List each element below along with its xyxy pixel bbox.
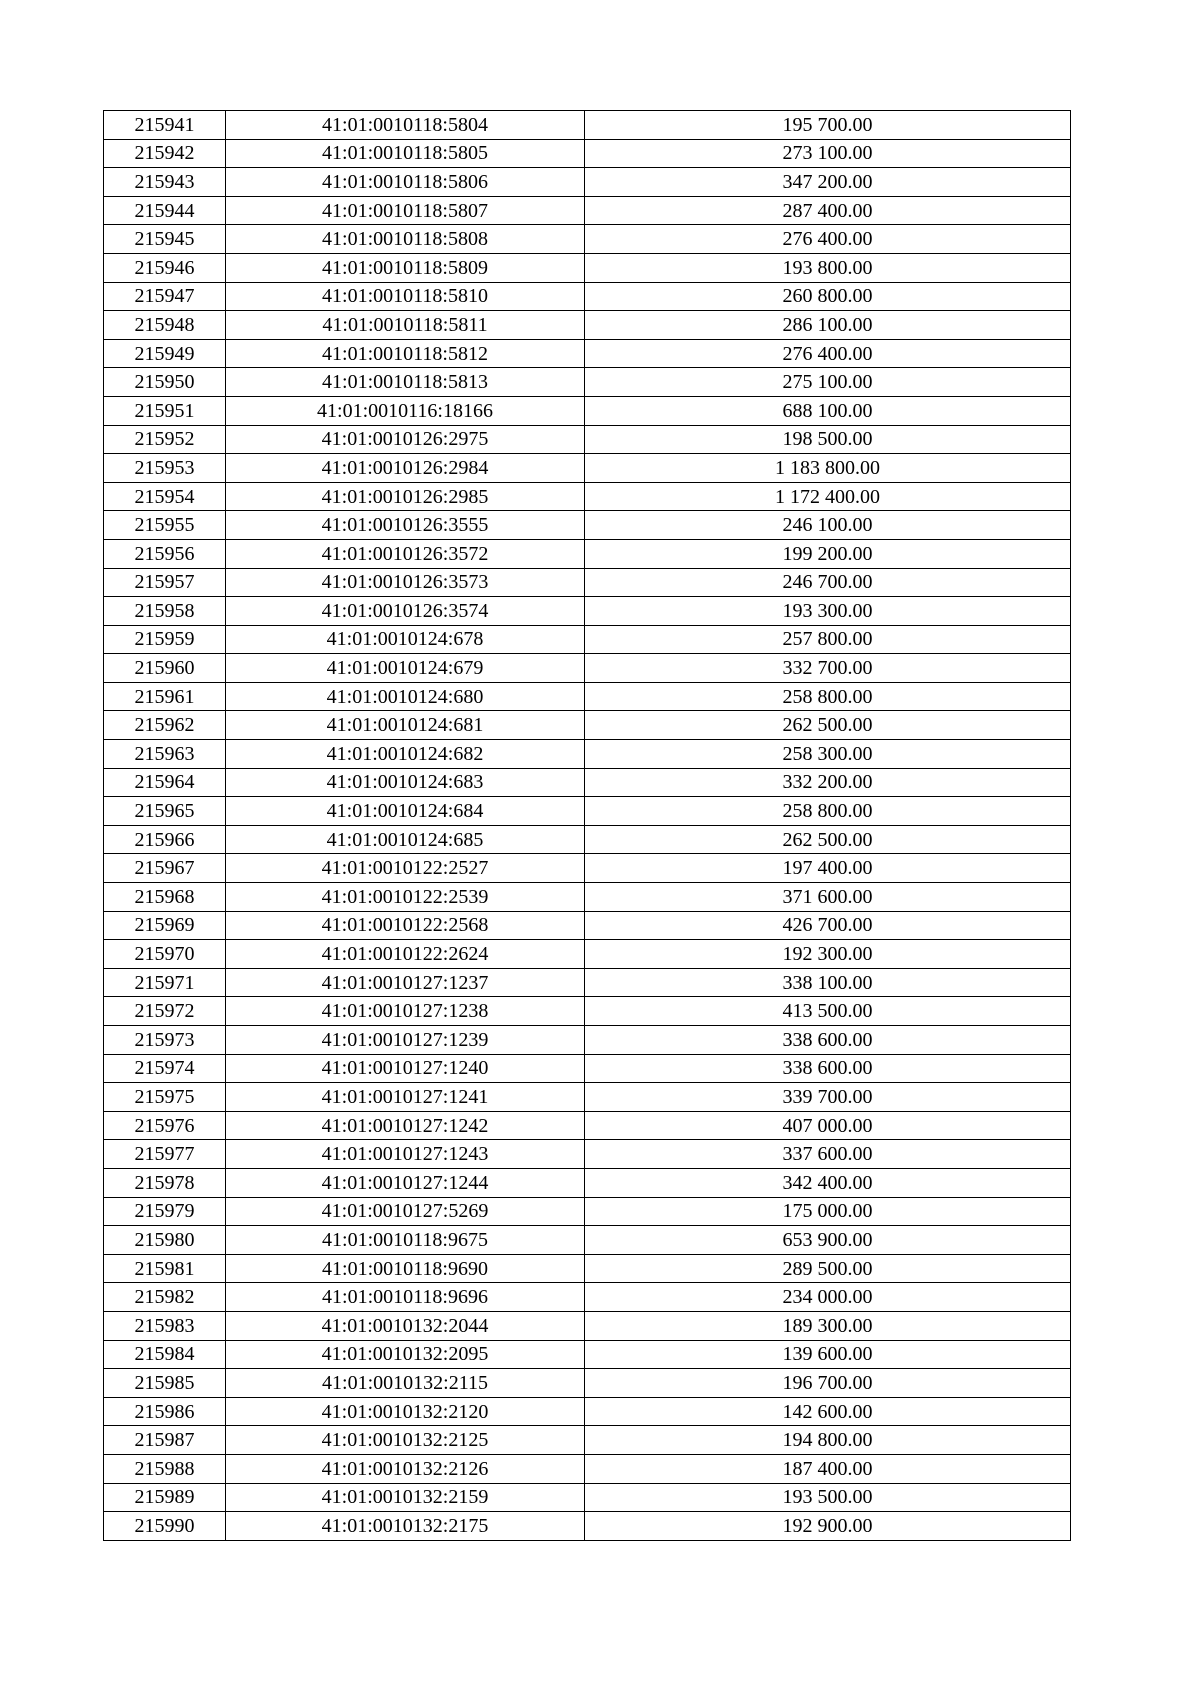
cadastral-value-cell: 262 500.00 xyxy=(585,825,1071,854)
table-row xyxy=(104,1483,1071,1512)
table-row xyxy=(104,825,1071,854)
cadastral-number-cell: 41:01:0010126:3555 xyxy=(226,511,585,540)
cadastral-value-cell: 339 700.00 xyxy=(585,1083,1071,1112)
table-row xyxy=(104,1397,1071,1426)
cadastral-value-table xyxy=(103,110,1071,1541)
table-body xyxy=(104,111,1071,1541)
cadastral-value-cell: 175 000.00 xyxy=(585,1197,1071,1226)
cadastral-value-cell: 338 600.00 xyxy=(585,1026,1071,1055)
row-number-cell: 215979 xyxy=(104,1197,226,1226)
table-row xyxy=(104,597,1071,626)
table-row xyxy=(104,539,1071,568)
table-row xyxy=(104,111,1071,140)
table-row xyxy=(104,854,1071,883)
row-number-cell: 215966 xyxy=(104,825,226,854)
row-number-cell: 215962 xyxy=(104,711,226,740)
cadastral-number-cell: 41:01:0010126:2975 xyxy=(226,425,585,454)
table-row xyxy=(104,940,1071,969)
table-row xyxy=(104,997,1071,1026)
cadastral-value-cell: 260 800.00 xyxy=(585,282,1071,311)
row-number-cell: 215959 xyxy=(104,625,226,654)
cadastral-value-cell: 273 100.00 xyxy=(585,139,1071,168)
row-number-cell: 215972 xyxy=(104,997,226,1026)
cadastral-value-cell: 653 900.00 xyxy=(585,1226,1071,1255)
cadastral-value-cell: 276 400.00 xyxy=(585,339,1071,368)
cadastral-number-cell: 41:01:0010118:9675 xyxy=(226,1226,585,1255)
row-number-cell: 215968 xyxy=(104,883,226,912)
cadastral-value-cell: 139 600.00 xyxy=(585,1340,1071,1369)
cadastral-value-cell: 197 400.00 xyxy=(585,854,1071,883)
table-row xyxy=(104,1140,1071,1169)
table-row xyxy=(104,740,1071,769)
row-number-cell: 215985 xyxy=(104,1369,226,1398)
cadastral-number-cell: 41:01:0010132:2175 xyxy=(226,1512,585,1541)
cadastral-value-cell: 199 200.00 xyxy=(585,539,1071,568)
row-number-cell: 215969 xyxy=(104,911,226,940)
cadastral-value-cell: 287 400.00 xyxy=(585,196,1071,225)
table-row xyxy=(104,368,1071,397)
row-number-cell: 215946 xyxy=(104,253,226,282)
row-number-cell: 215967 xyxy=(104,854,226,883)
cadastral-value-cell: 332 200.00 xyxy=(585,768,1071,797)
row-number-cell: 215957 xyxy=(104,568,226,597)
table-row xyxy=(104,1369,1071,1398)
table-row xyxy=(104,1197,1071,1226)
cadastral-value-cell: 198 500.00 xyxy=(585,425,1071,454)
row-number-cell: 215973 xyxy=(104,1026,226,1055)
cadastral-number-cell: 41:01:0010127:1239 xyxy=(226,1026,585,1055)
row-number-cell: 215952 xyxy=(104,425,226,454)
table-row xyxy=(104,282,1071,311)
cadastral-number-cell: 41:01:0010126:3574 xyxy=(226,597,585,626)
cadastral-value-cell: 286 100.00 xyxy=(585,311,1071,340)
cadastral-number-cell: 41:01:0010126:2984 xyxy=(226,454,585,483)
cadastral-value-cell: 275 100.00 xyxy=(585,368,1071,397)
cadastral-number-cell: 41:01:0010127:1244 xyxy=(226,1168,585,1197)
cadastral-value-cell: 337 600.00 xyxy=(585,1140,1071,1169)
table-row xyxy=(104,1283,1071,1312)
cadastral-number-cell: 41:01:0010118:5807 xyxy=(226,196,585,225)
row-number-cell: 215948 xyxy=(104,311,226,340)
table-row xyxy=(104,511,1071,540)
cadastral-value-cell: 187 400.00 xyxy=(585,1454,1071,1483)
table-row xyxy=(104,1311,1071,1340)
cadastral-number-cell: 41:01:0010127:1238 xyxy=(226,997,585,1026)
cadastral-value-cell: 426 700.00 xyxy=(585,911,1071,940)
cadastral-number-cell: 41:01:0010127:1241 xyxy=(226,1083,585,1112)
cadastral-value-cell: 688 100.00 xyxy=(585,396,1071,425)
table-row xyxy=(104,711,1071,740)
cadastral-number-cell: 41:01:0010124:685 xyxy=(226,825,585,854)
row-number-cell: 215983 xyxy=(104,1311,226,1340)
table-row xyxy=(104,425,1071,454)
cadastral-number-cell: 41:01:0010124:678 xyxy=(226,625,585,654)
row-number-cell: 215981 xyxy=(104,1254,226,1283)
cadastral-number-cell: 41:01:0010118:5813 xyxy=(226,368,585,397)
row-number-cell: 215963 xyxy=(104,740,226,769)
cadastral-value-cell: 413 500.00 xyxy=(585,997,1071,1026)
table-row xyxy=(104,1026,1071,1055)
table-row xyxy=(104,1254,1071,1283)
cadastral-number-cell: 41:01:0010118:5804 xyxy=(226,111,585,140)
table-row xyxy=(104,968,1071,997)
table-row xyxy=(104,253,1071,282)
table-row xyxy=(104,311,1071,340)
cadastral-number-cell: 41:01:0010124:680 xyxy=(226,682,585,711)
table-row xyxy=(104,654,1071,683)
cadastral-number-cell: 41:01:0010132:2115 xyxy=(226,1369,585,1398)
cadastral-value-cell: 338 600.00 xyxy=(585,1054,1071,1083)
table-row xyxy=(104,1512,1071,1541)
cadastral-number-cell: 41:01:0010118:5808 xyxy=(226,225,585,254)
cadastral-number-cell: 41:01:0010118:5805 xyxy=(226,139,585,168)
cadastral-number-cell: 41:01:0010118:9690 xyxy=(226,1254,585,1283)
table-row xyxy=(104,1340,1071,1369)
cadastral-number-cell: 41:01:0010124:681 xyxy=(226,711,585,740)
cadastral-number-cell: 41:01:0010122:2539 xyxy=(226,883,585,912)
cadastral-number-cell: 41:01:0010118:5806 xyxy=(226,168,585,197)
cadastral-value-cell: 193 800.00 xyxy=(585,253,1071,282)
row-number-cell: 215987 xyxy=(104,1426,226,1455)
cadastral-number-cell: 41:01:0010132:2095 xyxy=(226,1340,585,1369)
cadastral-value-cell: 407 000.00 xyxy=(585,1111,1071,1140)
cadastral-number-cell: 41:01:0010118:5812 xyxy=(226,339,585,368)
cadastral-number-cell: 41:01:0010122:2624 xyxy=(226,940,585,969)
cadastral-number-cell: 41:01:0010118:9696 xyxy=(226,1283,585,1312)
cadastral-number-cell: 41:01:0010126:2985 xyxy=(226,482,585,511)
table-row xyxy=(104,911,1071,940)
cadastral-number-cell: 41:01:0010127:1237 xyxy=(226,968,585,997)
cadastral-number-cell: 41:01:0010124:684 xyxy=(226,797,585,826)
cadastral-number-cell: 41:01:0010124:683 xyxy=(226,768,585,797)
table-row xyxy=(104,568,1071,597)
row-number-cell: 215976 xyxy=(104,1111,226,1140)
row-number-cell: 215977 xyxy=(104,1140,226,1169)
cadastral-value-cell: 195 700.00 xyxy=(585,111,1071,140)
row-number-cell: 215945 xyxy=(104,225,226,254)
row-number-cell: 215986 xyxy=(104,1397,226,1426)
row-number-cell: 215947 xyxy=(104,282,226,311)
cadastral-value-cell: 246 100.00 xyxy=(585,511,1071,540)
table-row xyxy=(104,1168,1071,1197)
table-row xyxy=(104,168,1071,197)
row-number-cell: 215961 xyxy=(104,682,226,711)
cadastral-value-cell: 342 400.00 xyxy=(585,1168,1071,1197)
cadastral-number-cell: 41:01:0010118:5809 xyxy=(226,253,585,282)
cadastral-value-cell: 193 500.00 xyxy=(585,1483,1071,1512)
row-number-cell: 215964 xyxy=(104,768,226,797)
table-row xyxy=(104,1083,1071,1112)
row-number-cell: 215978 xyxy=(104,1168,226,1197)
cadastral-value-cell: 258 300.00 xyxy=(585,740,1071,769)
row-number-cell: 215953 xyxy=(104,454,226,483)
cadastral-number-cell: 41:01:0010124:682 xyxy=(226,740,585,769)
row-number-cell: 215942 xyxy=(104,139,226,168)
table-row xyxy=(104,339,1071,368)
table-row xyxy=(104,768,1071,797)
row-number-cell: 215980 xyxy=(104,1226,226,1255)
cadastral-number-cell: 41:01:0010127:1242 xyxy=(226,1111,585,1140)
cadastral-value-cell: 371 600.00 xyxy=(585,883,1071,912)
row-number-cell: 215956 xyxy=(104,539,226,568)
row-number-cell: 215971 xyxy=(104,968,226,997)
cadastral-number-cell: 41:01:0010127:1243 xyxy=(226,1140,585,1169)
table-row xyxy=(104,1226,1071,1255)
row-number-cell: 215989 xyxy=(104,1483,226,1512)
row-number-cell: 215944 xyxy=(104,196,226,225)
cadastral-value-cell: 332 700.00 xyxy=(585,654,1071,683)
cadastral-value-cell: 196 700.00 xyxy=(585,1369,1071,1398)
cadastral-value-cell: 347 200.00 xyxy=(585,168,1071,197)
row-number-cell: 215949 xyxy=(104,339,226,368)
cadastral-number-cell: 41:01:0010124:679 xyxy=(226,654,585,683)
cadastral-value-cell: 246 700.00 xyxy=(585,568,1071,597)
cadastral-value-cell: 1 183 800.00 xyxy=(585,454,1071,483)
cadastral-number-cell: 41:01:0010116:18166 xyxy=(226,396,585,425)
table-row xyxy=(104,1454,1071,1483)
cadastral-value-cell: 258 800.00 xyxy=(585,797,1071,826)
table-row xyxy=(104,396,1071,425)
table-row xyxy=(104,139,1071,168)
table-row xyxy=(104,625,1071,654)
cadastral-number-cell: 41:01:0010132:2159 xyxy=(226,1483,585,1512)
cadastral-number-cell: 41:01:0010132:2126 xyxy=(226,1454,585,1483)
row-number-cell: 215965 xyxy=(104,797,226,826)
cadastral-number-cell: 41:01:0010126:3572 xyxy=(226,539,585,568)
cadastral-value-cell: 192 300.00 xyxy=(585,940,1071,969)
row-number-cell: 215970 xyxy=(104,940,226,969)
cadastral-number-cell: 41:01:0010132:2120 xyxy=(226,1397,585,1426)
table-row xyxy=(104,682,1071,711)
cadastral-value-cell: 338 100.00 xyxy=(585,968,1071,997)
cadastral-value-cell: 194 800.00 xyxy=(585,1426,1071,1455)
cadastral-number-cell: 41:01:0010118:5810 xyxy=(226,282,585,311)
cadastral-value-cell: 257 800.00 xyxy=(585,625,1071,654)
cadastral-number-cell: 41:01:0010132:2125 xyxy=(226,1426,585,1455)
cadastral-value-cell: 189 300.00 xyxy=(585,1311,1071,1340)
cadastral-number-cell: 41:01:0010122:2568 xyxy=(226,911,585,940)
table-row xyxy=(104,196,1071,225)
table-row xyxy=(104,1111,1071,1140)
cadastral-value-cell: 258 800.00 xyxy=(585,682,1071,711)
row-number-cell: 215941 xyxy=(104,111,226,140)
row-number-cell: 215975 xyxy=(104,1083,226,1112)
row-number-cell: 215955 xyxy=(104,511,226,540)
cadastral-value-cell: 193 300.00 xyxy=(585,597,1071,626)
row-number-cell: 215990 xyxy=(104,1512,226,1541)
cadastral-value-cell: 1 172 400.00 xyxy=(585,482,1071,511)
table-row xyxy=(104,454,1071,483)
row-number-cell: 215954 xyxy=(104,482,226,511)
cadastral-number-cell: 41:01:0010127:1240 xyxy=(226,1054,585,1083)
row-number-cell: 215984 xyxy=(104,1340,226,1369)
table-row xyxy=(104,482,1071,511)
row-number-cell: 215950 xyxy=(104,368,226,397)
row-number-cell: 215960 xyxy=(104,654,226,683)
table-row xyxy=(104,1054,1071,1083)
cadastral-number-cell: 41:01:0010127:5269 xyxy=(226,1197,585,1226)
cadastral-value-cell: 289 500.00 xyxy=(585,1254,1071,1283)
row-number-cell: 215958 xyxy=(104,597,226,626)
cadastral-number-cell: 41:01:0010126:3573 xyxy=(226,568,585,597)
row-number-cell: 215974 xyxy=(104,1054,226,1083)
cadastral-value-cell: 262 500.00 xyxy=(585,711,1071,740)
cadastral-number-cell: 41:01:0010118:5811 xyxy=(226,311,585,340)
cadastral-value-cell: 276 400.00 xyxy=(585,225,1071,254)
cadastral-value-cell: 234 000.00 xyxy=(585,1283,1071,1312)
table-row xyxy=(104,225,1071,254)
row-number-cell: 215988 xyxy=(104,1454,226,1483)
table-row xyxy=(104,1426,1071,1455)
cadastral-value-cell: 192 900.00 xyxy=(585,1512,1071,1541)
row-number-cell: 215943 xyxy=(104,168,226,197)
cadastral-value-cell: 142 600.00 xyxy=(585,1397,1071,1426)
cadastral-number-cell: 41:01:0010122:2527 xyxy=(226,854,585,883)
table-row xyxy=(104,883,1071,912)
cadastral-number-cell: 41:01:0010132:2044 xyxy=(226,1311,585,1340)
row-number-cell: 215982 xyxy=(104,1283,226,1312)
table-row xyxy=(104,797,1071,826)
row-number-cell: 215951 xyxy=(104,396,226,425)
